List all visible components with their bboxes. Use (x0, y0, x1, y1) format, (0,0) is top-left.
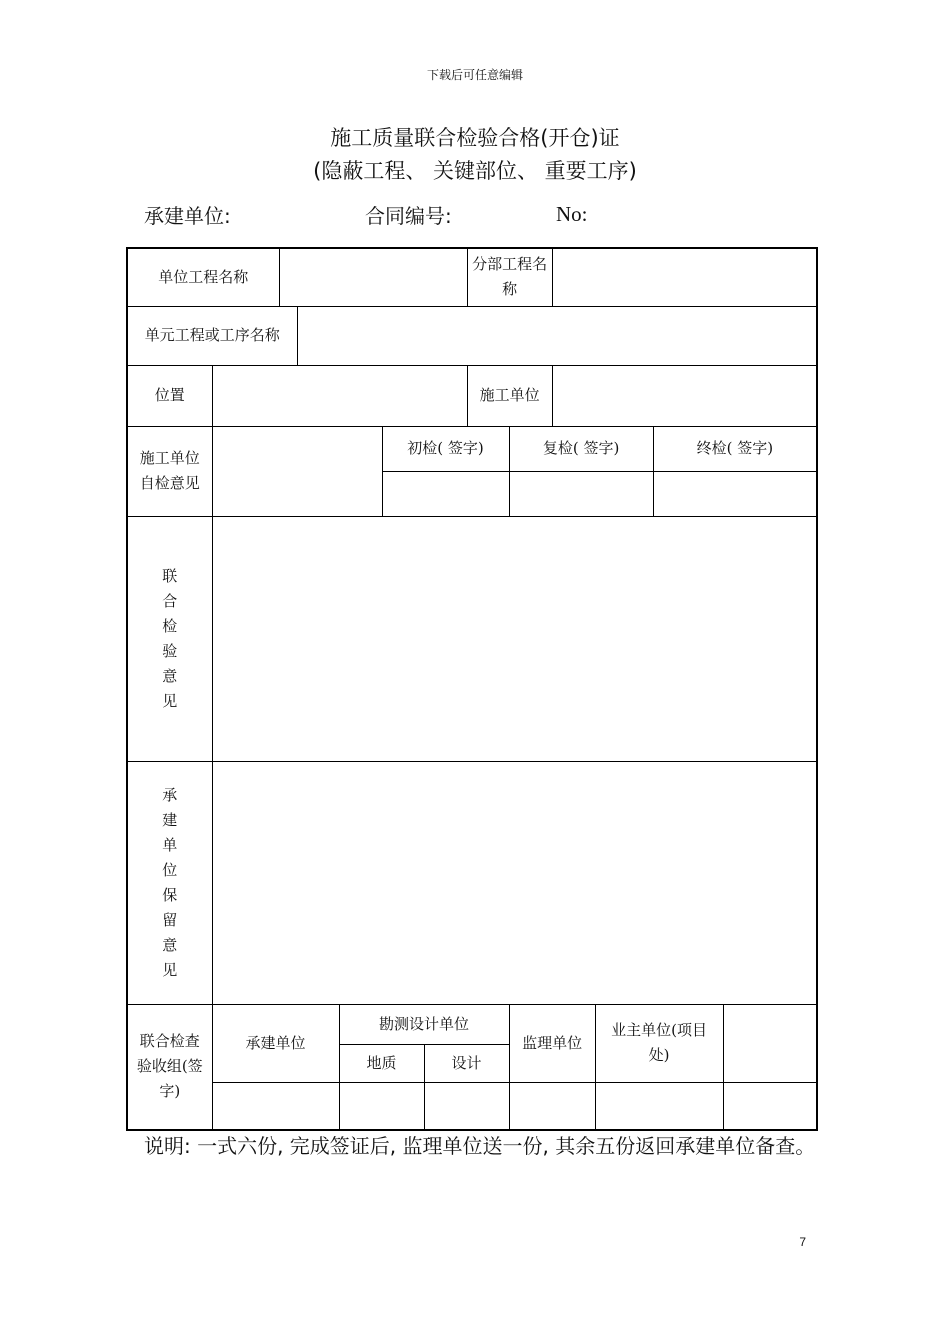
sub-project-name-label: 分部工程名称 (467, 248, 552, 306)
row-reservation-opinion (127, 761, 817, 1004)
reservation-opinion-field[interactable] (212, 761, 817, 1004)
header-note: 下载后可任意编辑 (426, 68, 523, 82)
serial-number-label: No: (556, 202, 588, 226)
page-number: 7 (799, 1235, 806, 1249)
contractor-unit-label: 承建单位 (212, 1004, 339, 1082)
supervision-signature-field[interactable] (509, 1082, 595, 1130)
final-check-label: 终检( 签字) (653, 426, 817, 471)
page-subtitle: (隐蔽工程、 关键部位、 重要工序) (313, 159, 637, 183)
joint-group-label: 联合检查验收组(签字) (127, 1004, 212, 1130)
row-joint-group-signatures (127, 1082, 817, 1130)
extra-signature-field[interactable] (723, 1082, 817, 1130)
location-field[interactable] (212, 365, 467, 426)
geology-label: 地质 (339, 1044, 424, 1082)
row-unit-project (127, 248, 817, 306)
row-self-check-header (127, 426, 817, 471)
location-label: 位置 (127, 365, 212, 426)
joint-opinion-label: 联合检验意见 (127, 516, 212, 761)
first-check-signature-field[interactable] (382, 471, 509, 516)
sub-project-name-field[interactable] (552, 248, 817, 306)
row-location (127, 365, 817, 426)
footnote: 说明: 一式六份, 完成签证后, 监理单位送一份, 其余五份返回承建单位备查。 (144, 1134, 816, 1158)
element-name-field[interactable] (297, 306, 817, 365)
design-signature-field[interactable] (424, 1082, 509, 1130)
element-name-label: 单元工程或工序名称 (127, 306, 297, 365)
construction-unit-field[interactable] (552, 365, 817, 426)
inspection-form-table (126, 247, 818, 1131)
geology-signature-field[interactable] (339, 1082, 424, 1130)
supervision-unit-label: 监理单位 (509, 1004, 595, 1082)
re-check-label: 复检( 签字) (509, 426, 653, 471)
contractor-signature-field[interactable] (212, 1082, 339, 1130)
survey-design-unit-label: 勘测设计单位 (339, 1004, 509, 1044)
row-joint-opinion (127, 516, 817, 761)
owner-unit-label: 业主单位(项目处) (595, 1004, 723, 1082)
row-element-name (127, 306, 817, 365)
extra-column-header-field[interactable] (723, 1004, 817, 1082)
contract-number-label: 合同编号: (365, 204, 452, 228)
unit-project-name-field[interactable] (279, 248, 467, 306)
construction-unit-label: 施工单位 (467, 365, 552, 426)
self-check-field[interactable] (212, 426, 382, 516)
first-check-label: 初检( 签字) (382, 426, 509, 471)
final-check-signature-field[interactable] (653, 471, 817, 516)
self-check-label: 施工单位自检意见 (127, 426, 212, 516)
owner-signature-field[interactable] (595, 1082, 723, 1130)
page-title: 施工质量联合检验合格(开仓)证 (330, 126, 620, 150)
row-joint-group-header (127, 1004, 817, 1044)
re-check-signature-field[interactable] (509, 471, 653, 516)
design-label: 设计 (424, 1044, 509, 1082)
joint-opinion-field[interactable] (212, 516, 817, 761)
unit-project-name-label: 单位工程名称 (127, 248, 279, 306)
reservation-opinion-label: 承建单位保留意见 (127, 761, 212, 1004)
contractor-label: 承建单位: (144, 204, 231, 228)
